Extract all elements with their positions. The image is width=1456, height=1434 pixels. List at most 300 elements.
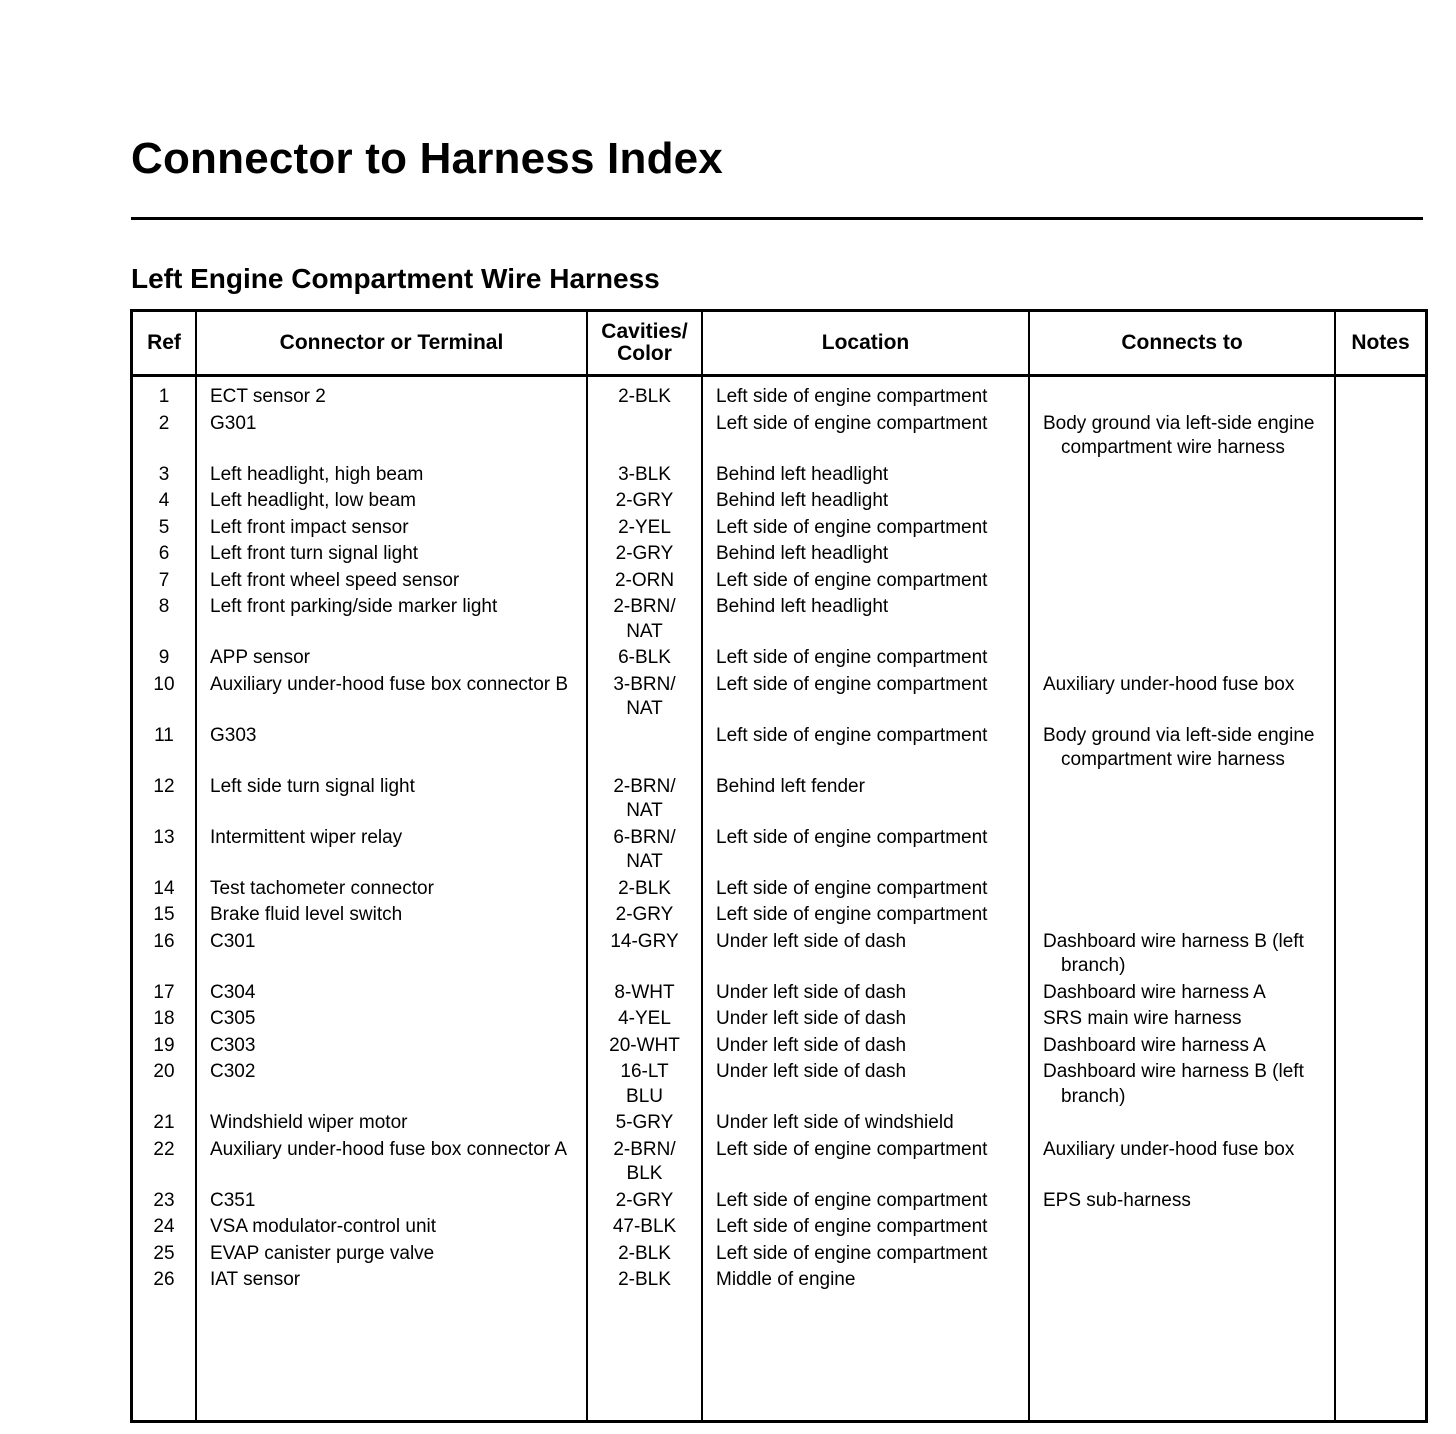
cell-connector-text: Left front turn signal light [210, 543, 419, 564]
cell-ref [133, 774, 196, 825]
cell-location-text: Under left side of dash [716, 1008, 907, 1029]
cell-notes [1335, 1006, 1425, 1033]
cell-connector-text: Left headlight, high beam [210, 463, 424, 485]
cell-location-text: Left side of engine compartment [716, 904, 988, 925]
cell-connector [196, 411, 587, 462]
cell-location-text: Left side of engine compartment [716, 386, 988, 407]
table-row [133, 1033, 1425, 1060]
cell-notes [1335, 902, 1425, 929]
filler-cell [702, 1294, 1029, 1420]
cell-location-text: Behind left fender [716, 775, 865, 797]
cell-location-text: Left side of engine compartment [716, 569, 988, 591]
cell-ref [133, 1110, 196, 1137]
cell-connects-to [1029, 980, 1335, 1007]
cell-location-text: Left side of engine compartment [716, 1216, 988, 1237]
cell-location [702, 929, 1029, 980]
cell-connects-to [1029, 1214, 1335, 1241]
cell-connects-to [1029, 411, 1335, 462]
cell-location-text: Under left side of windshield [716, 1112, 954, 1133]
cell-connects-to [1029, 825, 1335, 876]
cell-location [702, 1214, 1029, 1241]
cell-cavities [587, 902, 702, 929]
cell-connector-text: Auxiliary under-hood fuse box connector A [210, 1138, 567, 1160]
cell-notes [1335, 876, 1425, 903]
cell-cavities-text: 2-BRN/ BLK [613, 1138, 676, 1184]
cell-ref-text: 1 [158, 386, 170, 407]
cell-connector-text: Left side turn signal light [210, 775, 415, 797]
cell-connects-to-text: Dashboard wire harness A [1043, 981, 1266, 1003]
cell-cavities [587, 825, 702, 876]
cell-ref [133, 462, 196, 489]
cell-location [702, 1267, 1029, 1294]
cell-ref-text: 24 [153, 1216, 175, 1237]
cell-cavities-text: 20-WHT [609, 1034, 680, 1056]
cell-connects-to [1029, 462, 1335, 489]
cell-location [702, 980, 1029, 1007]
cell-connects-to-text: SRS main wire harness [1043, 1008, 1242, 1029]
cell-notes [1335, 1188, 1425, 1215]
table-filler-row [133, 1294, 1425, 1420]
cell-location [702, 1137, 1029, 1188]
cell-cavities-text: 2-YEL [618, 516, 671, 538]
cell-cavities [587, 645, 702, 672]
cell-ref-text: 9 [158, 647, 170, 668]
cell-location [702, 568, 1029, 595]
cell-cavities-text: 2-BLK [618, 877, 671, 899]
cell-ref [133, 1188, 196, 1215]
cell-notes [1335, 1137, 1425, 1188]
cell-location-text: Left side of engine compartment [716, 673, 988, 695]
cell-cavities [587, 672, 702, 723]
cell-connector-text: Test tachometer connector [210, 877, 434, 899]
cell-cavities-text: 2-BLK [618, 1269, 671, 1290]
cell-location-text: Left side of engine compartment [716, 1242, 988, 1264]
cell-notes [1335, 541, 1425, 568]
cell-connects-to [1029, 723, 1335, 774]
cell-location-text: Under left side of dash [716, 981, 907, 1003]
table-row [133, 488, 1425, 515]
table-row [133, 1241, 1425, 1268]
cell-cavities [587, 876, 702, 903]
cell-location [702, 723, 1029, 774]
table-row [133, 462, 1425, 489]
cell-cavities [587, 774, 702, 825]
cell-connects-to [1029, 1059, 1335, 1110]
cell-cavities [587, 723, 702, 774]
cell-connector [196, 1188, 587, 1215]
header-location: Location [702, 312, 1029, 376]
cell-location-text: Left side of engine compartment [716, 412, 988, 434]
header-notes: Notes [1335, 312, 1425, 376]
cell-connector [196, 1214, 587, 1241]
cell-connects-to [1029, 568, 1335, 595]
section-heading: Left Engine Compartment Wire Harness [131, 263, 660, 294]
cell-cavities-text: 2-BRN/ NAT [613, 596, 676, 642]
table-row [133, 1137, 1425, 1188]
cell-connects-to [1029, 1033, 1335, 1060]
cell-ref [133, 876, 196, 903]
cell-location [702, 1241, 1029, 1268]
table-row [133, 876, 1425, 903]
cell-connector-text: Auxiliary under-hood fuse box connector B [210, 673, 569, 695]
cell-location [702, 411, 1029, 462]
cell-ref-text: 13 [153, 826, 175, 848]
cell-ref-text: 8 [158, 596, 170, 617]
cell-cavities [587, 411, 702, 462]
cell-connector-text: C303 [210, 1034, 256, 1056]
cell-location-text: Under left side of dash [716, 930, 907, 952]
cell-connector [196, 825, 587, 876]
table-row [133, 980, 1425, 1007]
cell-ref-text: 6 [158, 543, 170, 564]
cell-notes [1335, 462, 1425, 489]
table-row [133, 376, 1425, 411]
cell-ref [133, 645, 196, 672]
table-row [133, 929, 1425, 980]
cell-connector-text: APP sensor [210, 647, 310, 668]
cell-connects-to [1029, 1137, 1335, 1188]
cell-ref-text: 16 [153, 930, 175, 952]
header-cavities [587, 312, 702, 376]
cell-ref-text: 5 [158, 516, 170, 538]
cell-notes [1335, 825, 1425, 876]
cell-cavities [587, 594, 702, 645]
cell-notes [1335, 645, 1425, 672]
cell-cavities [587, 1033, 702, 1060]
cell-location-text: Left side of engine compartment [716, 826, 988, 848]
cell-notes [1335, 1110, 1425, 1137]
cell-connector-text: Intermittent wiper relay [210, 826, 403, 848]
cell-location [702, 1188, 1029, 1215]
cell-connects-to-text: Auxiliary under-hood fuse box [1043, 1138, 1295, 1160]
filler-cell [587, 1294, 702, 1420]
cell-connector-text: EVAP canister purge valve [210, 1242, 435, 1264]
cell-ref [133, 1059, 196, 1110]
harness-index-table [130, 309, 1428, 1423]
cell-connects-to [1029, 902, 1335, 929]
cell-connector-text: C301 [210, 930, 256, 952]
filler-cell [196, 1294, 587, 1420]
page-title: Connector to Harness Index [131, 134, 723, 183]
cell-ref [133, 515, 196, 542]
cell-cavities-text: 2-GRY [615, 543, 674, 564]
cell-cavities [587, 1006, 702, 1033]
cell-cavities [587, 1267, 702, 1294]
header-connector: Connector or Terminal [196, 312, 587, 376]
cell-cavities [587, 1214, 702, 1241]
cell-connects-to [1029, 488, 1335, 515]
cell-connector-text: G303 [210, 724, 257, 746]
cell-connects-to-text: Body ground via left-side engine compartment wire harness [1043, 412, 1315, 458]
cell-connects-to [1029, 1006, 1335, 1033]
cell-connector [196, 876, 587, 903]
cell-notes [1335, 376, 1425, 411]
cell-notes [1335, 1241, 1425, 1268]
cell-cavities-text: 8-WHT [614, 981, 675, 1003]
cell-location-text: Left side of engine compartment [716, 1138, 988, 1160]
cell-connector-text: C305 [210, 1008, 256, 1029]
cell-connects-to-text: Dashboard wire harness B (left branch) [1043, 930, 1304, 976]
cell-location-text: Behind left headlight [716, 596, 889, 617]
cell-notes [1335, 672, 1425, 723]
cell-connects-to [1029, 774, 1335, 825]
cell-ref-text: 3 [158, 463, 170, 485]
filler-cell [1029, 1294, 1335, 1420]
cell-connector [196, 376, 587, 411]
cell-connector [196, 462, 587, 489]
table-row [133, 1006, 1425, 1033]
cell-cavities-text: 2-GRY [615, 904, 674, 925]
cell-connects-to-text: Dashboard wire harness B (left branch) [1043, 1061, 1304, 1107]
cell-connector [196, 1059, 587, 1110]
cell-cavities [587, 1137, 702, 1188]
cell-cavities-text: 2-BRN/ NAT [613, 775, 676, 821]
index-table-grid [133, 312, 1425, 1420]
cell-cavities-text: 6-BRN/ NAT [613, 826, 676, 872]
cell-location-text: Under left side of dash [716, 1061, 907, 1082]
cell-connector [196, 1033, 587, 1060]
cell-connects-to [1029, 594, 1335, 645]
cell-connector-text: Left front wheel speed sensor [210, 569, 460, 591]
cell-connector [196, 1137, 587, 1188]
cell-notes [1335, 488, 1425, 515]
cell-connector-text: C351 [210, 1189, 256, 1211]
cell-connects-to [1029, 876, 1335, 903]
filler-cell [1335, 1294, 1425, 1420]
cell-cavities-text: 47-BLK [612, 1216, 677, 1237]
cell-connects-to-text: Auxiliary under-hood fuse box [1043, 673, 1295, 695]
cell-connects-to [1029, 1188, 1335, 1215]
cell-ref-text: 21 [153, 1112, 175, 1133]
cell-location-text: Behind left headlight [716, 543, 889, 564]
cell-cavities [587, 1059, 702, 1110]
cell-notes [1335, 594, 1425, 645]
cell-location [702, 876, 1029, 903]
cell-connector [196, 980, 587, 1007]
cell-location-text: Left side of engine compartment [716, 877, 988, 899]
cell-notes [1335, 515, 1425, 542]
cell-ref [133, 1033, 196, 1060]
cell-location [702, 1059, 1029, 1110]
cell-connector [196, 774, 587, 825]
cell-connector [196, 645, 587, 672]
cell-ref [133, 1214, 196, 1241]
cell-cavities-text: 4-YEL [618, 1008, 671, 1029]
cell-connector-text: ECT sensor 2 [210, 386, 326, 407]
cell-connector [196, 568, 587, 595]
table-row [133, 1110, 1425, 1137]
cell-ref [133, 1137, 196, 1188]
cell-cavities [587, 568, 702, 595]
cell-cavities [587, 488, 702, 515]
table-row [133, 672, 1425, 723]
cell-location [702, 515, 1029, 542]
table-row [133, 1188, 1425, 1215]
cell-ref-text: 25 [153, 1242, 175, 1264]
cell-connector [196, 515, 587, 542]
cell-location [702, 825, 1029, 876]
cell-location [702, 774, 1029, 825]
cell-cavities-text: 2-GRY [615, 490, 674, 511]
cell-connector-text: Brake fluid level switch [210, 904, 403, 925]
cell-ref [133, 980, 196, 1007]
cell-notes [1335, 929, 1425, 980]
cell-location [702, 1006, 1029, 1033]
cell-ref [133, 1006, 196, 1033]
cell-connector-text: IAT sensor [210, 1269, 301, 1290]
cell-connector [196, 672, 587, 723]
cell-ref-text: 15 [153, 904, 175, 925]
cell-ref-text: 23 [153, 1189, 175, 1211]
cell-connects-to [1029, 929, 1335, 980]
cell-connector [196, 488, 587, 515]
header-ref: Ref [133, 312, 196, 376]
cell-connector [196, 1241, 587, 1268]
cell-ref [133, 376, 196, 411]
cell-ref [133, 1267, 196, 1294]
cell-notes [1335, 774, 1425, 825]
cell-cavities [587, 376, 702, 411]
cell-connector-text: C302 [210, 1061, 256, 1082]
table-body [133, 376, 1425, 1420]
cell-notes [1335, 1214, 1425, 1241]
cell-cavities [587, 980, 702, 1007]
cell-cavities-text: 16-LT BLU [620, 1061, 669, 1107]
cell-notes [1335, 411, 1425, 462]
cell-location [702, 462, 1029, 489]
cell-location [702, 594, 1029, 645]
table-row [133, 723, 1425, 774]
cell-ref-text: 22 [153, 1138, 175, 1160]
cell-cavities-text: 3-BRN/ NAT [613, 673, 676, 719]
cell-connector-text: Left front parking/side marker light [210, 596, 498, 617]
cell-location [702, 645, 1029, 672]
cell-ref [133, 723, 196, 774]
cell-connects-to [1029, 672, 1335, 723]
cell-connects-to [1029, 541, 1335, 568]
cell-ref [133, 929, 196, 980]
cell-ref-text: 2 [158, 412, 170, 434]
cell-cavities [587, 515, 702, 542]
cell-connector [196, 929, 587, 980]
cell-location [702, 541, 1029, 568]
cell-ref [133, 488, 196, 515]
cell-notes [1335, 1059, 1425, 1110]
cell-cavities-text: 14-GRY [610, 930, 679, 952]
cell-connector [196, 902, 587, 929]
cell-cavities-text: 2-GRY [615, 1189, 674, 1211]
cell-cavities-text: 2-ORN [614, 569, 675, 591]
cell-location-text: Left side of engine compartment [716, 724, 988, 746]
cell-ref [133, 825, 196, 876]
cell-connector-text: VSA modulator-control unit [210, 1216, 437, 1237]
cell-connects-to-text: Body ground via left-side engine compartment wire harness [1043, 724, 1315, 770]
cell-connects-to [1029, 1267, 1335, 1294]
cell-connector [196, 541, 587, 568]
cell-ref [133, 568, 196, 595]
cell-connector-text: Windshield wiper motor [210, 1112, 408, 1133]
cell-location-text: Under left side of dash [716, 1034, 907, 1056]
table-row [133, 1267, 1425, 1294]
filler-cell [133, 1294, 196, 1420]
cell-ref-text: 26 [153, 1269, 175, 1290]
cell-ref-text: 18 [153, 1008, 175, 1029]
cell-connects-to [1029, 1110, 1335, 1137]
cell-connects-to [1029, 376, 1335, 411]
header-connects-to: Connects to [1029, 312, 1335, 376]
cell-notes [1335, 723, 1425, 774]
header-cavities-label: Cavities/ Color [601, 320, 688, 365]
cell-cavities [587, 1110, 702, 1137]
cell-ref [133, 672, 196, 723]
cell-ref-text: 10 [153, 673, 175, 695]
cell-cavities [587, 1188, 702, 1215]
cell-ref [133, 1241, 196, 1268]
cell-cavities-text: 3-BLK [618, 463, 671, 485]
cell-location-text: Middle of engine [716, 1269, 856, 1290]
cell-cavities [587, 929, 702, 980]
table-row [133, 1214, 1425, 1241]
cell-ref [133, 541, 196, 568]
cell-connects-to-text: Dashboard wire harness A [1043, 1034, 1266, 1056]
cell-connector [196, 1267, 587, 1294]
cell-connects-to [1029, 645, 1335, 672]
cell-ref-text: 20 [153, 1061, 175, 1082]
cell-location [702, 1033, 1029, 1060]
table-row [133, 902, 1425, 929]
cell-cavities [587, 462, 702, 489]
table-row [133, 1059, 1425, 1110]
title-divider [131, 217, 1423, 220]
cell-cavities [587, 1241, 702, 1268]
table-row [133, 411, 1425, 462]
cell-ref [133, 594, 196, 645]
table-row [133, 645, 1425, 672]
cell-connector-text: Left front impact sensor [210, 516, 409, 538]
cell-connects-to [1029, 1241, 1335, 1268]
cell-cavities-text: 6-BLK [618, 647, 671, 668]
cell-connector [196, 723, 587, 774]
cell-connects-to-text: EPS sub-harness [1043, 1189, 1191, 1211]
table-row [133, 774, 1425, 825]
cell-connector-text: C304 [210, 981, 256, 1003]
cell-ref-text: 4 [158, 490, 170, 511]
cell-ref-text: 7 [158, 569, 170, 591]
cell-notes [1335, 1267, 1425, 1294]
cell-ref [133, 902, 196, 929]
cell-notes [1335, 1033, 1425, 1060]
cell-connector-text: Left headlight, low beam [210, 490, 416, 511]
cell-cavities-text: 5-GRY [615, 1112, 674, 1133]
cell-connector [196, 1006, 587, 1033]
cell-location-text: Left side of engine compartment [716, 647, 988, 668]
cell-notes [1335, 568, 1425, 595]
cell-ref-text: 11 [154, 724, 174, 746]
table-row [133, 594, 1425, 645]
cell-cavities [587, 541, 702, 568]
cell-ref [133, 411, 196, 462]
cell-ref-text: 14 [153, 877, 175, 899]
cell-connector-text: G301 [210, 412, 257, 434]
table-row [133, 825, 1425, 876]
cell-location-text: Behind left headlight [716, 490, 889, 511]
cell-connects-to [1029, 515, 1335, 542]
table-header-row [133, 312, 1425, 376]
cell-cavities-text: 2-BLK [618, 1242, 671, 1264]
cell-location-text: Left side of engine compartment [716, 1189, 988, 1211]
cell-connector [196, 594, 587, 645]
cell-location [702, 902, 1029, 929]
